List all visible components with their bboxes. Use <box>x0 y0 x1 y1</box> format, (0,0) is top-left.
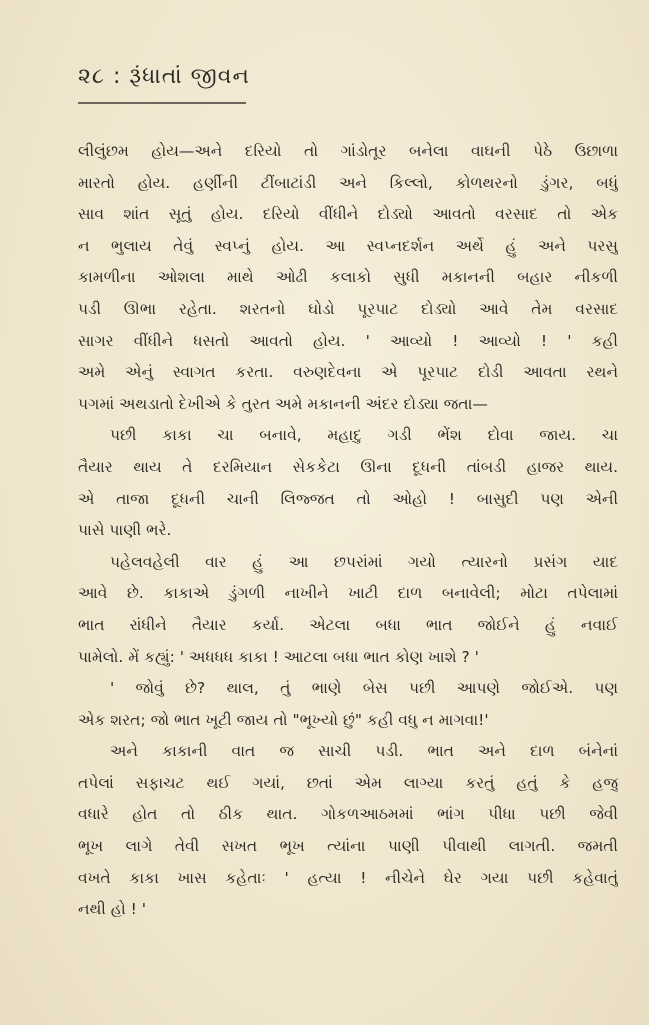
text-line: ' જોવું છે? થાલ, તું ભાણે બેસ પછી આપણે જોઈએ. પણ <box>110 679 618 698</box>
body-text <box>78 136 618 926</box>
text-line: ભાત રાંધીને તૈયાર કર્યા. એટલા બધા ભાત જોઈને હું નવાઈ <box>78 615 618 634</box>
text-line: નથી હો ! ' <box>78 900 147 919</box>
text-line: પહેલવહેલી વાર હું આ છપરાંમાં ગયો ત્યારનો પ્રસંગ યાદ <box>110 552 618 571</box>
text-line: અને કાકાની વાત જ સાચી પડી. ભાત અને દાળ બંનેનાં <box>110 742 618 761</box>
text-line: પછી કાકા ચા બનાવે, મહાદુ ગડી ભેંશ દોવા જાય. ચા <box>110 426 618 445</box>
text-line: સાગર વીંધીને ધસતો આવતો હોય. ' આવ્યો ! આવ્યો ! ' કહી <box>78 331 618 350</box>
text-line: ભૂખ લાગે તેવી સખત ભૂખ ત્યાંના પાણી પીવાથી લાગતી. જમતી <box>78 837 618 856</box>
text-line: એ તાજા દૂધની ચાની લિજ્જત તો ઓહો ! બાસુદી પણ એની <box>78 489 618 508</box>
text-line: વધારે હોત તો ઠીક થાત. ગોકળઆઠમમાં ભાંગ પીધા પછી જેવી <box>78 805 618 824</box>
paragraph-4 <box>78 673 618 736</box>
paragraph-1 <box>78 136 618 420</box>
text-line: આવે છે. કાકાએ ડુંગળી નાખીને ખાટી દાળ બનાવેલી; મોટા તપેલામાં <box>78 584 618 603</box>
text-line: પાસે પાણી ભરે. <box>78 521 172 540</box>
text-line: એક શરત; જો ભાત ખૂટી જાય તો "ભૂખ્યો છું" કહી વધુ ન માગવા!' <box>78 710 489 729</box>
paragraph-3 <box>78 547 618 673</box>
text-line: સાવ શાંત સૂતું હોય. દરિયો વીંધીને દોડ્યો આવતો વરસાદ તો એક <box>78 205 618 224</box>
text-line: વખતે કાકા ખાસ કહેતાઃ ' હત્યા ! નીચેને ઘેર ગયા પછી કહેવાતું <box>78 868 618 887</box>
text-line: પડી ઊભા રહેતા. શરતનો ઘોડો પૂરપાટ દોડ્યો આવે તેમ વરસાદ <box>78 299 618 318</box>
header-rule <box>78 102 246 104</box>
text-line: લીલુંછમ હોય—અને દરિયો તો ગાંડોતૂર બનેલા વાઘની પેઠે ઉછાળા <box>78 142 618 160</box>
text-line: પામેલો. મેં કહ્યું: ' અધધધ કાકા ! આટલા બધા ભાત કોણ ખાશે ? ' <box>78 647 479 666</box>
text-line: મારતો હોય. હર્ણીની ટીંબાટાંડી અને કિલ્લો, કોળથરનો ડુંગર, બધું <box>78 173 618 192</box>
paragraph-5 <box>78 736 618 926</box>
text-line: તૈયાર થાય તે દરમિયાન સેકકેટા ઊના દૂધની તાંબડી હાજર થાય. <box>78 457 618 476</box>
paragraph-2 <box>78 420 618 546</box>
text-line: કામળીના ઓશલા માથે ઓઢી કલાકો સુધી મકાનની બહાર નીકળી <box>78 268 618 287</box>
running-head: ૨૮ : રૂંધાતાં જીવન <box>78 64 250 89</box>
text-line: તપેલાં સફાચટ થઈ ગયાં, છતાં એમ લાગ્યા કરતું હતું કે હજુ <box>78 773 618 792</box>
text-line: પગમાં અથડાતો દેખીએ કે તુરત અમે મકાનની અંદર દોડ્યા જતા— <box>78 394 488 413</box>
text-line: અમે એનું સ્વાગત કરતા. વરુણદેવના એ પૂરપાટ દોડી આવતા રથને <box>78 363 618 382</box>
text-line: ન ભુલાય તેવું સ્વપ્નું હોય. આ સ્વપ્નદર્શન અર્થે હું અને પરસુ <box>78 236 618 255</box>
